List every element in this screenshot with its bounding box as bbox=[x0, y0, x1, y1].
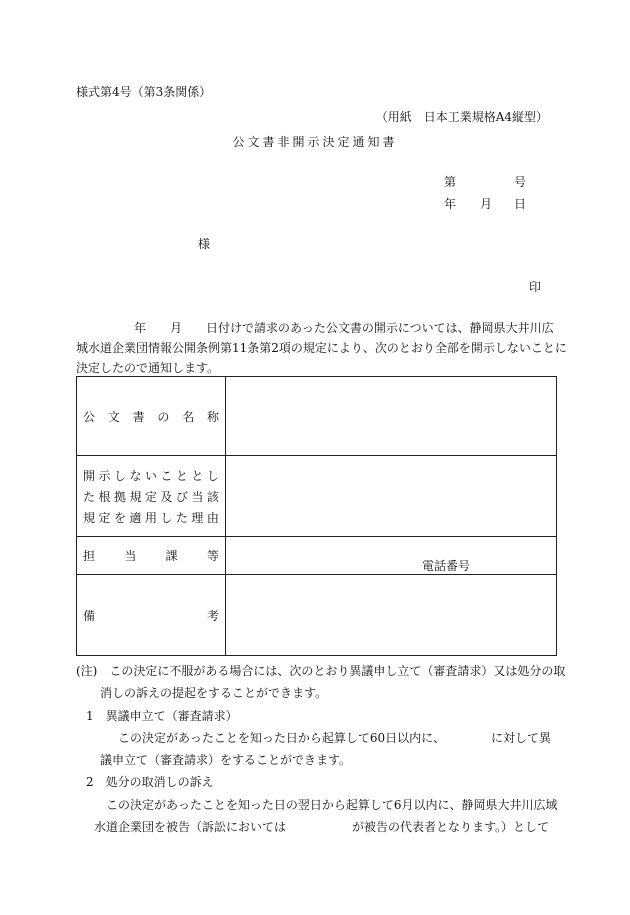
label-char: 担 bbox=[83, 549, 96, 563]
label-char: た bbox=[175, 510, 188, 525]
note-heading-revocation: 2 処分の取消しの訴え bbox=[86, 775, 214, 789]
label-char: 理 bbox=[191, 510, 204, 525]
number-suffix: 号 bbox=[514, 175, 527, 189]
label-char: 考 bbox=[206, 608, 219, 623]
label-char: の bbox=[157, 409, 170, 424]
label-char: 規 bbox=[83, 510, 96, 525]
document-title: 公文書非開示決定通知書 bbox=[232, 135, 398, 149]
body-line-2: 城水道企業団情報公開条例第11条第2項の規定により、次のとおり全部を開示しないことに bbox=[76, 341, 567, 355]
label-remarks-text bbox=[83, 607, 219, 624]
note-objection-line-1b: に対して異 bbox=[491, 731, 552, 745]
table-row-department bbox=[77, 537, 557, 575]
label-document-name bbox=[77, 377, 226, 456]
label-remarks bbox=[77, 575, 226, 656]
label-char: 規 bbox=[129, 489, 142, 504]
label-char: 適 bbox=[129, 510, 142, 525]
value-document-name[interactable] bbox=[226, 377, 557, 456]
decision-table bbox=[76, 376, 557, 656]
note-objection-line-1a: この決定があったことを知った日から起算して60日以内に、 bbox=[118, 731, 446, 745]
label-char: 根 bbox=[98, 489, 111, 504]
label-char: 由 bbox=[206, 510, 219, 525]
addressee-suffix: 様 bbox=[198, 237, 211, 251]
label-char: 課 bbox=[165, 549, 178, 563]
label-char: た bbox=[83, 489, 96, 504]
note-revocation-line-2b: が被告の代表者となります。）として bbox=[352, 820, 550, 834]
label-char: び bbox=[175, 489, 188, 504]
label-char: 定 bbox=[98, 510, 111, 525]
label-char: 名 bbox=[182, 409, 195, 424]
label-char: 称 bbox=[206, 409, 219, 424]
number-prefix: 第 bbox=[444, 175, 457, 189]
label-char: 公 bbox=[83, 409, 96, 424]
note-objection-line-2: 議申立て（審査請求）をすることができます。 bbox=[100, 753, 352, 767]
label-char: 書 bbox=[132, 409, 145, 424]
table-row-document-name bbox=[77, 377, 557, 456]
label-char: し bbox=[160, 510, 173, 525]
date-year: 年 bbox=[444, 197, 457, 211]
label-char: し bbox=[113, 468, 126, 483]
body-paragraph bbox=[76, 318, 567, 378]
note-intro-line-1: (注) この決定に不服がある場合には、次のとおり異議申し立て（審査請求）又は処分の取 bbox=[76, 664, 566, 678]
label-char: 当 bbox=[191, 489, 204, 504]
form-number-label: 様式第4号（第3条関係） bbox=[76, 85, 212, 99]
body-line-1: 年 月 日付けで請求のあった公文書の開示については、静岡県大井川広 bbox=[134, 321, 554, 335]
label-char: 該 bbox=[206, 489, 219, 504]
phone-number-label: 電話番号 bbox=[422, 559, 471, 573]
label-reason-line-1 bbox=[83, 467, 219, 484]
note-heading-objection: 1 異議申立て（審査請求） bbox=[86, 709, 238, 723]
value-reason[interactable] bbox=[226, 456, 557, 537]
body-line-3: 決定したので通知します。 bbox=[76, 361, 220, 375]
note-revocation-line-1: この決定があったことを知った日の翌日から起算して6月以内に、静岡県大井川広域 bbox=[106, 798, 558, 812]
label-char: な bbox=[129, 468, 142, 483]
paper-spec: （用紙 日本工業規格A4縦型） bbox=[375, 110, 548, 124]
label-char: 文 bbox=[107, 409, 120, 424]
value-department[interactable] bbox=[226, 537, 557, 575]
label-char: 当 bbox=[124, 549, 137, 563]
label-char: を bbox=[113, 510, 126, 525]
label-char: 及 bbox=[160, 489, 173, 504]
label-char: と bbox=[191, 468, 204, 483]
date-day: 日 bbox=[514, 197, 527, 211]
label-char: 拠 bbox=[113, 489, 126, 504]
label-char: こ bbox=[160, 468, 173, 483]
label-char: と bbox=[175, 468, 188, 483]
label-department bbox=[77, 537, 226, 575]
label-char: 定 bbox=[144, 489, 157, 504]
note-intro-line-2: 消しの訴えの提起をすることができます。 bbox=[100, 686, 328, 700]
seal-mark: 印 bbox=[529, 280, 542, 294]
table-row-remarks bbox=[77, 575, 557, 656]
label-char: い bbox=[144, 468, 157, 483]
label-department-text bbox=[83, 547, 219, 564]
date-month: 月 bbox=[480, 197, 493, 211]
label-char: 示 bbox=[98, 468, 111, 483]
label-reason bbox=[77, 456, 226, 537]
label-char: 等 bbox=[206, 549, 219, 563]
label-reason-line-3 bbox=[83, 509, 219, 526]
label-char: 開 bbox=[83, 468, 96, 483]
label-char: 用 bbox=[144, 510, 157, 525]
label-reason-line-2 bbox=[83, 488, 219, 505]
table-row-reason bbox=[77, 456, 557, 537]
label-char: し bbox=[206, 468, 219, 483]
label-document-name-text bbox=[83, 408, 219, 425]
value-remarks[interactable] bbox=[226, 575, 557, 656]
note-revocation-line-2a: 水道企業団を被告（訴訟においては bbox=[94, 820, 287, 834]
label-char: 備 bbox=[83, 608, 96, 623]
